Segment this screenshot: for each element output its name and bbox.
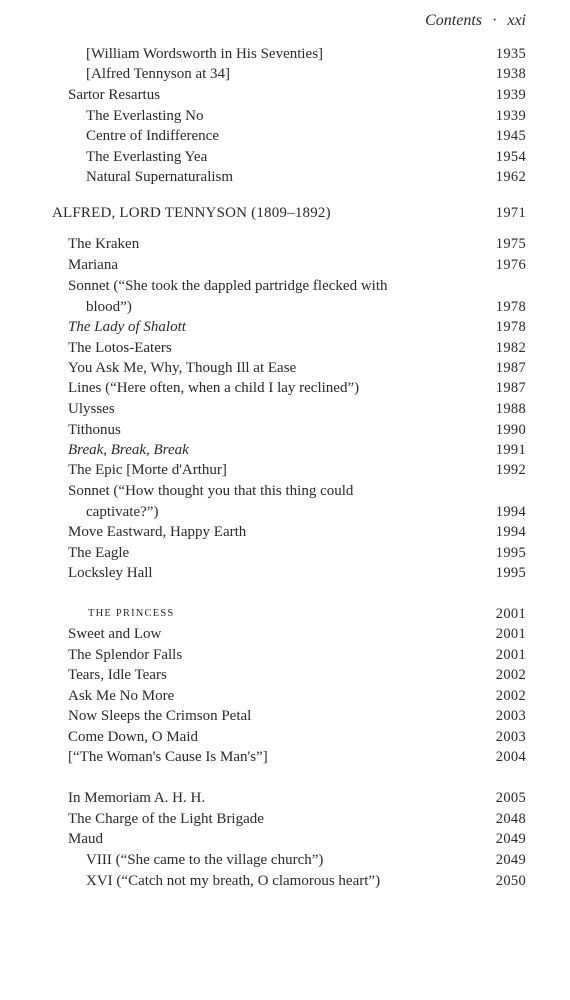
contents-entry	[0, 317, 570, 337]
entry-title: Sonnet (“She took the dappled partridge flecked with	[68, 278, 388, 294]
entry-title: Mariana	[68, 257, 118, 273]
contents-entry	[0, 147, 570, 167]
entry-title: Sonnet (“How thought you that this thing could	[68, 483, 354, 499]
entry-page-number: 1945	[495, 128, 526, 144]
contents-entry	[0, 624, 570, 644]
entry-title: [“The Woman's Cause Is Man's”]	[68, 749, 268, 765]
entry-page-number: 2001	[495, 626, 526, 642]
entry-title: The Everlasting No	[86, 108, 204, 124]
entry-page-number: 2003	[495, 729, 526, 745]
header-separator: ·	[492, 12, 498, 29]
contents-entry	[0, 106, 570, 126]
entry-title: Break, Break, Break	[68, 442, 189, 458]
entry-title: The Everlasting Yea	[86, 149, 208, 165]
entry-page-number: 2005	[495, 790, 526, 806]
contents-entry	[0, 64, 570, 84]
entry-title: [William Wordsworth in His Seventies]	[86, 46, 324, 62]
entry-page-number: 1976	[495, 257, 526, 273]
entry-title: VIII (“She came to the village church”)	[86, 852, 324, 868]
contents-entry	[0, 563, 570, 583]
entry-title: Ask Me No More	[68, 688, 175, 704]
contents-entry	[0, 255, 570, 275]
entry-title: Now Sleeps the Crimson Petal	[68, 708, 252, 724]
entry-title: Sartor Resartus	[68, 87, 161, 103]
entry-page-number: 1991	[495, 442, 526, 458]
entry-page-number: 1982	[495, 340, 526, 356]
entry-page-number: 2001	[495, 647, 526, 663]
entry-title: Tears, Idle Tears	[68, 667, 167, 683]
entry-page-number: 1990	[495, 422, 526, 438]
contents-entry	[0, 44, 570, 64]
entry-page-number: 1971	[495, 205, 526, 221]
contents-entry	[0, 167, 570, 187]
entry-page-number: 2002	[495, 688, 526, 704]
entry-page-number: 1988	[495, 401, 526, 417]
entry-page-number: 2050	[495, 873, 526, 889]
entry-title: captivate?”)	[86, 504, 159, 520]
contents-entry	[0, 686, 570, 706]
contents-entry	[0, 727, 570, 747]
contents-entry	[0, 378, 570, 398]
contents-entry	[0, 203, 570, 223]
entry-title: The Splendor Falls	[68, 647, 183, 663]
entry-title: XVI (“Catch not my breath, O clamorous heart”)	[86, 873, 381, 889]
contents-entry	[0, 747, 570, 767]
entry-page-number: 1992	[495, 462, 526, 478]
contents-entry	[0, 502, 570, 522]
entry-title: THE PRINCESS	[88, 608, 175, 619]
contents-entry	[0, 604, 570, 624]
entry-page-number: 1975	[495, 236, 526, 252]
entry-title: Sweet and Low	[68, 626, 162, 642]
entry-title: ALFRED, LORD TENNYSON (1809–1892)	[52, 205, 331, 221]
entry-title: The Lady of Shalott	[68, 319, 186, 335]
contents-entry	[0, 645, 570, 665]
contents-entry	[0, 850, 570, 870]
entry-page-number: 2049	[495, 852, 526, 868]
contents-entry	[0, 460, 570, 480]
entry-title: [Alfred Tennyson at 34]	[86, 66, 231, 82]
entry-page-number: 1994	[495, 524, 526, 540]
entry-page-number: 1995	[495, 565, 526, 581]
contents-entry	[0, 276, 570, 296]
entry-page-number: 2003	[495, 708, 526, 724]
entry-page-number: 1939	[495, 87, 526, 103]
entry-page-number: 1962	[495, 169, 526, 185]
entry-title: Centre of Indifference	[86, 128, 219, 144]
contents-entry	[0, 358, 570, 378]
contents-entry	[0, 338, 570, 358]
entry-page-number: 2004	[495, 749, 526, 765]
contents-entry	[0, 234, 570, 254]
entry-title: The Epic [Morte d'Arthur]	[68, 462, 227, 478]
contents-entry	[0, 126, 570, 146]
contents-entry	[0, 85, 570, 105]
entry-page-number: 1978	[495, 299, 526, 315]
header-page-number: xxi	[507, 12, 526, 29]
entry-title: The Kraken	[68, 236, 140, 252]
contents-entry	[0, 871, 570, 891]
entry-page-number: 2001	[495, 606, 526, 622]
entry-page-number: 1954	[495, 149, 526, 165]
entry-page-number: 1978	[495, 319, 526, 335]
entry-title: Natural Supernaturalism	[86, 169, 234, 185]
entry-page-number: 1939	[495, 108, 526, 124]
header-title: Contents	[425, 12, 483, 29]
entry-title: Tithonus	[68, 422, 121, 438]
entry-title: Locksley Hall	[68, 565, 153, 581]
entry-page-number: 2049	[495, 831, 526, 847]
contents-entry	[0, 522, 570, 542]
entry-title: Come Down, O Maid	[68, 729, 198, 745]
entry-title: blood”)	[86, 299, 132, 315]
entry-page-number: 2002	[495, 667, 526, 683]
contents-entry	[0, 440, 570, 460]
entry-page-number: 1938	[495, 66, 526, 82]
entry-page-number: 1994	[495, 504, 526, 520]
contents-entry	[0, 399, 570, 419]
contents-entry	[0, 665, 570, 685]
entry-title: Ulysses	[68, 401, 115, 417]
entry-title: Maud	[68, 831, 103, 847]
entry-page-number: 2048	[495, 811, 526, 827]
contents-entry	[0, 481, 570, 501]
entry-title: The Lotos-Eaters	[68, 340, 172, 356]
entry-title: In Memoriam A. H. H.	[68, 790, 206, 806]
contents-entry	[0, 809, 570, 829]
contents-entry	[0, 420, 570, 440]
entry-title: The Eagle	[68, 545, 130, 561]
entry-title: Move Eastward, Happy Earth	[68, 524, 247, 540]
contents-entry	[0, 706, 570, 726]
entry-title: You Ask Me, Why, Though Ill at Ease	[68, 360, 297, 376]
contents-entry	[0, 297, 570, 317]
contents-entry	[0, 543, 570, 563]
contents-entry	[0, 788, 570, 808]
entry-title: Lines (“Here often, when a child I lay reclined”)	[68, 380, 360, 396]
entry-page-number: 1987	[495, 380, 526, 396]
running-header	[425, 12, 526, 30]
entry-page-number: 1987	[495, 360, 526, 376]
entry-title: The Charge of the Light Brigade	[68, 811, 264, 827]
entry-page-number: 1995	[495, 545, 526, 561]
entry-page-number: 1935	[495, 46, 526, 62]
contents-entry	[0, 829, 570, 849]
